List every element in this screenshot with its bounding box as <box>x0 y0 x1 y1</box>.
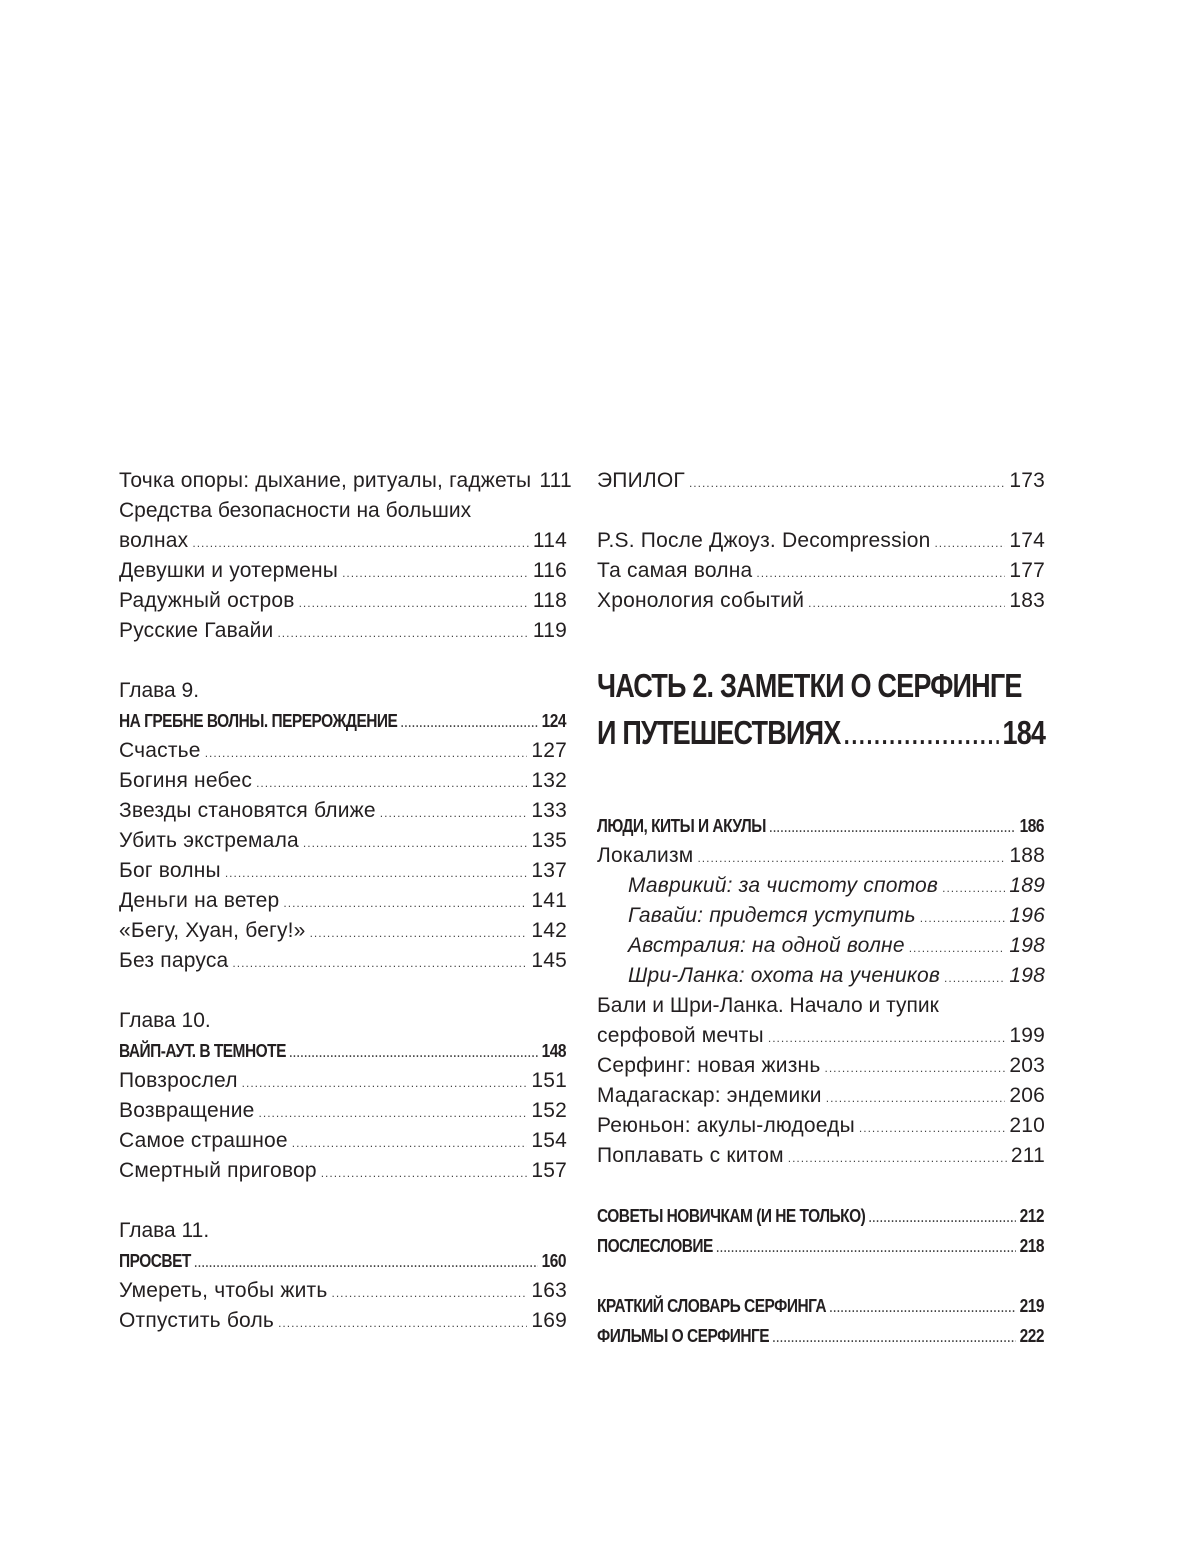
entry-page: 177 <box>1009 559 1045 582</box>
toc-entry[interactable] <box>119 466 572 496</box>
leader-dots <box>225 858 528 888</box>
entry-title: P.S. После Джоуз. Decompression <box>597 529 931 552</box>
leader-dots <box>194 1248 538 1278</box>
leader-dots <box>825 1053 1006 1083</box>
chapter-heading[interactable] <box>119 1246 566 1276</box>
leader-dots <box>920 903 1006 933</box>
entry-title: Мадагаскар: эндемики <box>597 1084 822 1107</box>
leader-dots <box>769 813 1016 843</box>
section-heading[interactable] <box>597 1231 1044 1261</box>
part-title-line1: ЧАСТЬ 2. ЗАМЕТКИ О СЕРФИНГЕ <box>597 667 1022 704</box>
entry-title: Девушки и уотермены <box>119 559 339 582</box>
section-heading[interactable] <box>597 1321 1044 1351</box>
entry-title: Умереть, чтобы жить <box>119 1279 328 1302</box>
leader-dots <box>716 1233 1016 1263</box>
heading-page: 219 <box>1019 1296 1044 1316</box>
entry-title: Австралия: на одной волне <box>628 934 905 957</box>
leader-dots <box>826 1083 1006 1113</box>
toc-entry[interactable] <box>119 1156 567 1186</box>
heading-title: ВАЙП-АУТ. В ТЕМНОТЕ <box>119 1041 286 1061</box>
heading-page: 160 <box>541 1251 566 1271</box>
entry-page: 142 <box>531 919 567 942</box>
entry-title: Повзрослел <box>119 1069 238 1092</box>
entry-title: Маврикий: за чистоту спотов <box>628 874 939 897</box>
leader-dots <box>232 948 527 978</box>
toc-entry[interactable] <box>119 796 567 826</box>
toc-entry[interactable] <box>119 586 567 616</box>
leader-dots <box>303 828 527 858</box>
leader-dots <box>934 528 1005 558</box>
part-page: 184 <box>1002 714 1046 751</box>
part-title-line2: И ПУТЕШЕСТВИЯХ <box>597 714 841 751</box>
entry-page: 114 <box>532 529 567 552</box>
entry-title: Звезды становятся ближе <box>119 799 376 822</box>
leader-dots <box>332 1278 528 1308</box>
leader-dots <box>788 1143 1007 1173</box>
entry-title: Реюньон: акулы-людоеды <box>597 1114 855 1137</box>
toc-entry[interactable] <box>119 916 567 946</box>
leader-dots <box>277 618 528 648</box>
heading-title: КРАТКИЙ СЛОВАРЬ СЕРФИНГА <box>597 1296 827 1316</box>
entry-page: 173 <box>1009 469 1045 492</box>
entry-title: Отпустить боль <box>119 1309 275 1332</box>
entry-page: 133 <box>531 799 567 822</box>
leader-dots <box>859 1113 1005 1143</box>
entry-page: 174 <box>1009 529 1045 552</box>
entry-page: 198 <box>1009 934 1045 957</box>
entry-title: Бог волны <box>119 859 221 882</box>
toc-subentry[interactable] <box>597 901 1045 931</box>
chapter-label: Глава 9. <box>119 679 200 702</box>
chapter-label: Глава 10. <box>119 1009 211 1032</box>
toc-entry[interactable] <box>597 556 1045 586</box>
leader-dots <box>829 1293 1016 1323</box>
leader-dots <box>401 708 538 738</box>
entry-title: Смертный приговор <box>119 1159 317 1182</box>
entry-title-line1: Бали и Шри-Ланка. Начало и тупик <box>597 994 939 1017</box>
heading-page: 222 <box>1019 1326 1044 1346</box>
entry-page: 163 <box>531 1279 567 1302</box>
entry-page: 198 <box>1009 964 1045 987</box>
entry-title: Хронология событий <box>597 589 805 612</box>
toc-entry[interactable] <box>119 766 567 796</box>
toc-entry[interactable] <box>119 826 567 856</box>
leader-dots <box>283 888 527 918</box>
entry-title: Радужный остров <box>119 589 295 612</box>
entry-page: 119 <box>532 619 567 642</box>
chapter-label: Глава 11. <box>119 1219 210 1242</box>
entry-page: 203 <box>1009 1054 1045 1077</box>
toc-entry[interactable] <box>119 886 567 916</box>
leader-dots <box>380 798 528 828</box>
heading-title: ПОСЛЕСЛОВИЕ <box>597 1236 713 1256</box>
leader-dots <box>942 873 1005 903</box>
entry-title: Шри-Ланка: охота на учеников <box>628 964 941 987</box>
leader-dots <box>205 738 528 768</box>
leader-dots <box>909 933 1006 963</box>
entry-title: волнах <box>119 529 189 552</box>
toc-entry[interactable] <box>119 856 567 886</box>
leader-dots <box>299 588 529 618</box>
heading-title: НА ГРЕБНЕ ВОЛНЫ. ПЕРЕРОЖДЕНИЕ <box>119 711 398 731</box>
entry-title: Самое страшное <box>119 1129 288 1152</box>
entry-title: «Бегу, Хуан, бегу!» <box>119 919 306 942</box>
leader-dots <box>321 1158 528 1188</box>
entry-page: 189 <box>1009 874 1045 897</box>
toc-subentry[interactable] <box>597 961 1045 991</box>
entry-page: 151 <box>531 1069 567 1092</box>
entry-page: 152 <box>531 1099 567 1122</box>
toc-entry[interactable] <box>597 1051 1045 1081</box>
entry-title: Деньги на ветер <box>119 889 280 912</box>
heading-page: 212 <box>1019 1206 1044 1226</box>
toc-right-column <box>597 466 1045 1351</box>
entry-page: 154 <box>531 1129 567 1152</box>
leader-dots <box>689 468 1005 498</box>
toc-left-column <box>119 466 572 1336</box>
epilog-entry[interactable] <box>597 466 1045 496</box>
entry-page: 183 <box>1009 589 1045 612</box>
toc-entry[interactable] <box>119 1276 567 1306</box>
toc-entry[interactable] <box>119 526 567 556</box>
toc-entry[interactable] <box>119 556 567 586</box>
entry-title: серфовой мечты <box>597 1024 764 1047</box>
entry-page: 118 <box>532 589 567 612</box>
part-2-title[interactable] <box>597 662 1045 759</box>
heading-title: ФИЛЬМЫ О СЕРФИНГЕ <box>597 1326 770 1346</box>
entry-title: Счастье <box>119 739 201 762</box>
leader-dots <box>768 1023 1006 1053</box>
entry-page: 145 <box>531 949 567 972</box>
leader-dots <box>342 558 529 588</box>
leader-dots <box>869 1203 1016 1233</box>
leader-dots <box>289 1038 538 1068</box>
leader-dots <box>844 712 999 759</box>
entry-title: Богиня небес <box>119 769 253 792</box>
section-heading[interactable] <box>597 1291 1044 1321</box>
toc-entry[interactable] <box>119 616 567 646</box>
entry-page: 111 <box>539 469 572 492</box>
toc-entry[interactable] <box>119 1126 567 1156</box>
leader-dots <box>773 1323 1017 1353</box>
entry-page: 132 <box>531 769 567 792</box>
entry-title: Гавайи: придется уступить <box>628 904 916 927</box>
leader-dots <box>310 918 528 948</box>
entry-page: 135 <box>531 829 567 852</box>
entry-page: 196 <box>1009 904 1045 927</box>
entry-title: Точка опоры: дыхание, ритуалы, гаджеты <box>119 469 532 492</box>
heading-page: 218 <box>1019 1236 1044 1256</box>
toc-entry[interactable] <box>597 1141 1045 1171</box>
toc-subentry[interactable] <box>597 931 1045 961</box>
entry-title: Та самая волна <box>597 559 753 582</box>
toc-entry[interactable] <box>119 946 567 976</box>
heading-title: СОВЕТЫ НОВИЧКАМ (И НЕ ТОЛЬКО) <box>597 1206 866 1226</box>
entry-page: 188 <box>1009 844 1045 867</box>
toc-subentry[interactable] <box>597 871 1045 901</box>
toc-entry[interactable] <box>597 586 1045 616</box>
toc-entry[interactable] <box>597 1111 1045 1141</box>
entry-title: Серфинг: новая жизнь <box>597 1054 821 1077</box>
leader-dots <box>808 588 1005 618</box>
toc-entry[interactable] <box>597 1081 1045 1111</box>
heading-page: 148 <box>541 1041 566 1061</box>
entry-title: Поплавать с китом <box>597 1144 784 1167</box>
entry-title-line1: Средства безопасности на больших <box>119 499 472 522</box>
heading-page: 186 <box>1019 816 1044 836</box>
toc-entry[interactable] <box>597 1021 1045 1051</box>
chapter-heading[interactable] <box>119 1036 566 1066</box>
heading-title: ПРОСВЕТ <box>119 1251 191 1271</box>
leader-dots <box>242 1068 528 1098</box>
entry-title: ЭПИЛОГ <box>597 469 685 492</box>
entry-page: 169 <box>531 1309 567 1332</box>
entry-page: 199 <box>1009 1024 1045 1047</box>
toc-entry[interactable] <box>119 1066 567 1096</box>
leader-dots <box>944 963 1005 993</box>
toc-entry[interactable] <box>597 841 1045 871</box>
entry-title: Без паруса <box>119 949 229 972</box>
toc-entry[interactable] <box>119 736 567 766</box>
entry-page: 141 <box>531 889 567 912</box>
entry-page: 206 <box>1009 1084 1045 1107</box>
leader-dots <box>697 843 1005 873</box>
entry-page: 127 <box>531 739 567 762</box>
entry-title: Русские Гавайи <box>119 619 274 642</box>
entry-page: 211 <box>1010 1144 1045 1167</box>
leader-dots <box>756 558 1005 588</box>
leader-dots <box>192 528 529 558</box>
toc-entry[interactable] <box>119 1096 567 1126</box>
toc-entry[interactable] <box>597 526 1045 556</box>
section-heading[interactable] <box>597 1201 1044 1231</box>
heading-title: ЛЮДИ, КИТЫ И АКУЛЫ <box>597 816 766 836</box>
entry-page: 116 <box>532 559 567 582</box>
leader-dots <box>292 1128 528 1158</box>
entry-title: Возвращение <box>119 1099 255 1122</box>
entry-page: 210 <box>1009 1114 1045 1137</box>
leader-dots <box>278 1308 527 1338</box>
entry-title: Локализм <box>597 844 694 867</box>
section-heading[interactable] <box>597 811 1044 841</box>
heading-page: 124 <box>541 711 566 731</box>
entry-page: 137 <box>531 859 567 882</box>
leader-dots <box>259 1098 528 1128</box>
entry-page: 157 <box>531 1159 567 1182</box>
chapter-heading[interactable] <box>119 706 566 736</box>
entry-title: Убить экстремала <box>119 829 299 852</box>
leader-dots <box>256 768 527 798</box>
toc-entry[interactable] <box>119 1306 567 1336</box>
